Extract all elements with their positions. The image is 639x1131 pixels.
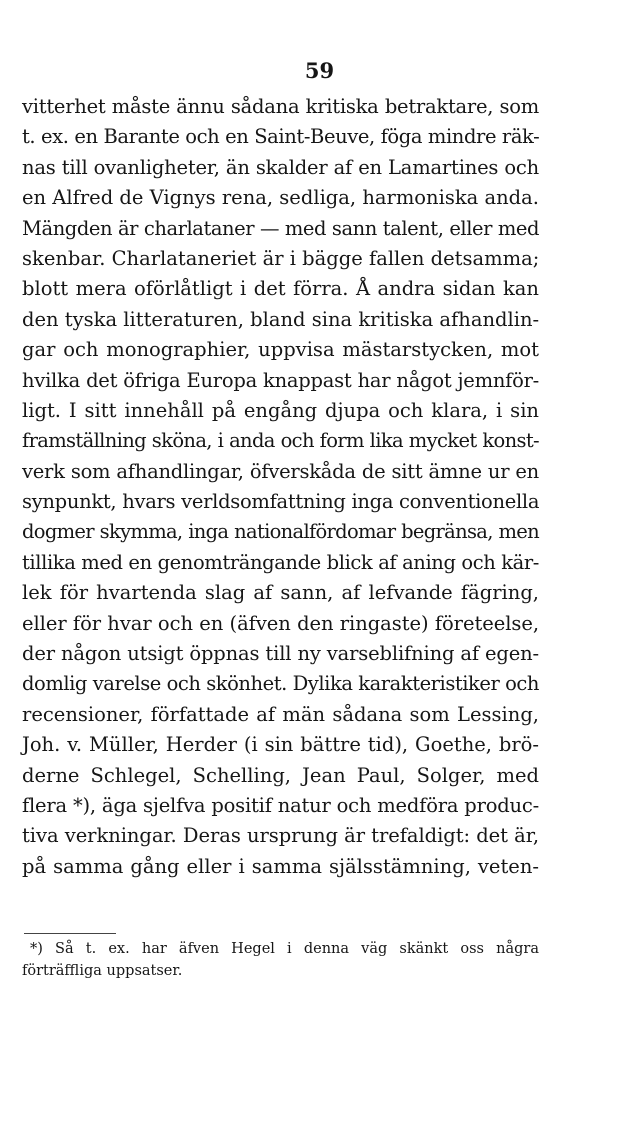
text-line: recensioner, författade af män sådana som Lessing, [22, 702, 539, 726]
text-line: domlig varelse och skönhet. Dylika karakteristiker och [22, 672, 540, 696]
text-line: tillika med en genomträngande blick af aning och kär- [22, 550, 539, 574]
text-line: derne Schlegel, Schelling, Jean Paul, Solger, med [22, 763, 539, 787]
text-line: gar och monographier, uppvisa mästarstycken, mot [22, 338, 539, 362]
footnote-line: förträffliga uppsatser. [22, 963, 183, 979]
text-line: lek för hvartenda slag af sann, af lefvande fägring, [22, 581, 539, 605]
text-line: eller för hvar och en (äfven den ringaste) företeelse, [22, 611, 539, 635]
page-number: 59 [304, 58, 335, 83]
footnote-divider [24, 933, 116, 934]
text-line: t. ex. en Barante och en Saint-Beuve, föga mindre räk- [22, 125, 540, 149]
text-line: Joh. v. Müller, Herder (i sin bättre tid), Goethe, brö- [22, 733, 539, 757]
text-line: verk som afhandlingar, öfverskåda de sitt ämne ur en [22, 459, 539, 483]
footnote-line: *) Så t. ex. har äfven Hegel i denna väg skänkt oss några [30, 941, 539, 957]
text-line: synpunkt, hvars verldsomfattning inga conventionella [22, 490, 540, 514]
text-line: framställning sköna, i anda och form lika mycket konst- [22, 429, 539, 453]
text-line: ligt. I sitt innehåll på engång djupa och klara, i sin [22, 398, 539, 422]
text-line: blott mera oförlåtligt i det förra. Å andra sidan kan [22, 277, 539, 301]
text-line: hvilka det öfriga Europa knappast har något jemnför- [22, 368, 539, 392]
text-line: nas till ovanligheter, än skalder af en Lamartines och [22, 155, 539, 179]
body-text [22, 92, 539, 882]
text-line: flera *), äga sjelfva positif natur och medföra produc- [22, 793, 539, 817]
text-line: en Alfred de Vignys rena, sedliga, harmoniska anda. [22, 186, 539, 210]
text-line: Mängden är charlataner — med sann talent, eller med [22, 216, 539, 240]
text-line: vitterhet måste ännu sådana kritiska betraktare, som [22, 95, 539, 118]
text-line: skenbar. Charlataneriet är i bägge fallen detsamma; [22, 246, 540, 270]
footnote [22, 938, 539, 982]
text-line: dogmer skymma, inga nationalfördomar begränsa, men [22, 520, 539, 544]
text-line: tiva verkningar. Deras ursprung är trefaldigt: det är, [22, 824, 539, 848]
text-line: den tyska litteraturen, bland sina kritiska afhandlin- [22, 307, 540, 331]
text-line: der någon utsigt öppnas till ny varseblifning af egen- [22, 642, 539, 666]
text-line: på samma gång eller i samma själsstämning, veten- [22, 854, 539, 878]
